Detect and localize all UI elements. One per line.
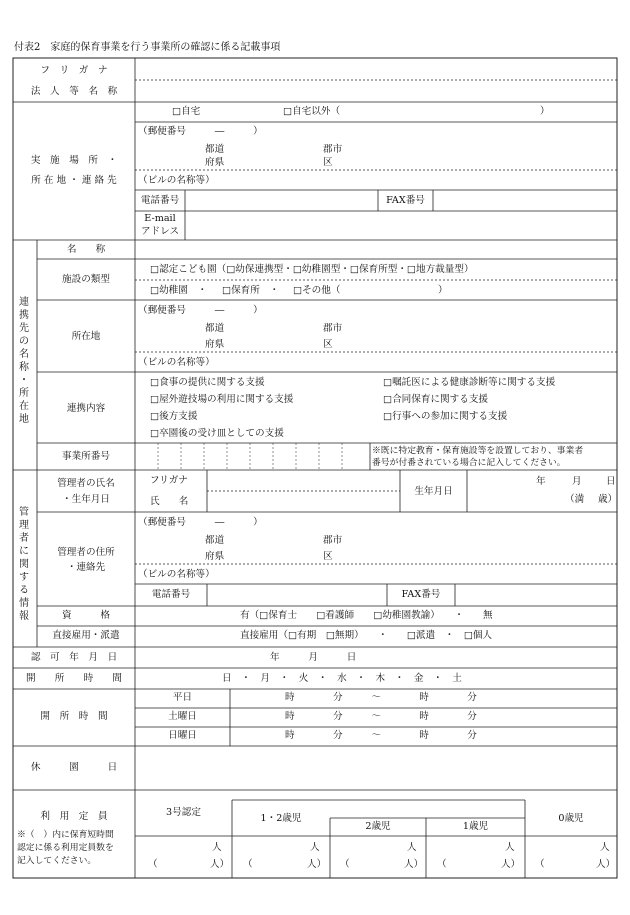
manager-name-label-1: 管理者の氏名: [57, 478, 115, 489]
manager-postal: （郵便番号 ― ）: [138, 517, 263, 528]
impl-ku: 区: [323, 157, 333, 168]
office-no-label: 事業所番号: [62, 451, 110, 462]
office-no-note-1: ※既に特定教育・保育施設等を設置しており、事業者: [372, 446, 584, 456]
manager-addr-label-1: 管理者の住所: [57, 547, 115, 558]
cap-age0-nin: 人: [600, 842, 610, 853]
impl-todo: 都道: [205, 144, 225, 155]
impl-gunshi: 郡市: [323, 144, 343, 155]
kindergarten-checkbox[interactable]: □幼稚園 ・: [150, 285, 208, 296]
hours-saturday-values: 時 分 ～ 時 分: [285, 711, 477, 722]
support-event-checkbox[interactable]: □行事への参加に関する支援: [383, 411, 508, 422]
capacity-note-3: 記入してください。: [17, 856, 97, 866]
impl-email-label-2: アドレス: [140, 226, 180, 237]
qualification-label: 資 格: [62, 610, 110, 621]
cap-age12-paren-close: 人）: [307, 859, 327, 870]
cap-cert3-paren-open: （: [148, 859, 158, 870]
support-graduate-checkbox[interactable]: □卒園後の受け皿としての支援: [150, 428, 284, 439]
age0-label: 0歳児: [558, 813, 584, 824]
support-joint-checkbox[interactable]: □合同保育に関する支援: [383, 394, 489, 405]
manager-addr-label-2: ・連絡先: [66, 562, 106, 573]
cap-age1-paren-close: 人）: [501, 859, 521, 870]
open-days-values[interactable]: 日 ・ 月 ・ 火 ・ 水 ・ 木 ・ 金 ・ 土: [222, 673, 462, 684]
hours-sunday-values: 時 分 ～ 時 分: [285, 730, 477, 741]
manager-name-label-2: ・生年月日: [62, 494, 110, 505]
impl-fuken: 府県: [205, 157, 225, 168]
home-checkbox[interactable]: □自宅: [172, 106, 201, 117]
manager-gunshi: 郡市: [323, 535, 343, 546]
cap-cert3-nin: 人: [212, 842, 222, 853]
partner-building: （ビルの名称等）: [138, 357, 215, 368]
cap-cert3-paren-close: 人）: [210, 859, 230, 870]
cap-age0-paren-close: 人）: [596, 859, 616, 870]
approval-date-values: 年 月 日: [270, 652, 357, 663]
manager-furigana-label: フリガナ: [150, 475, 188, 486]
partner-side-label: 連 携 先 の 名 称 ・ 所 在 地: [19, 297, 29, 425]
impl-email-label-1: E-mail: [144, 213, 176, 224]
impl-fax-label: FAX番号: [386, 195, 425, 206]
open-hours-label: 開 所 時 間: [40, 711, 108, 722]
support-doctor-checkbox[interactable]: □嘱託医による健康診断等に関する支援: [383, 377, 556, 388]
furigana-label: フ リ ガ ナ: [40, 65, 108, 76]
close-paren: ）: [540, 106, 550, 117]
partner-content-label: 連携内容: [66, 403, 106, 414]
impl-phone-label: 電話番号: [140, 195, 180, 206]
form-title: 付表2 家庭的保育事業を行う事業所の確認に係る記載事項: [14, 42, 281, 53]
age-open: （満: [565, 494, 585, 505]
closed-days-label: 休 園 日: [30, 762, 118, 773]
birth-month: 月: [572, 476, 582, 487]
employment-label: 直接雇用・派遣: [52, 630, 120, 641]
qualification-options[interactable]: 有（□保育士 □看護師 □幼稚園教諭） ・ 無: [240, 610, 493, 621]
cap-age2-paren-open: （: [340, 859, 350, 870]
manager-todo: 都道: [205, 535, 225, 546]
approval-date-label: 認 可 年 月 日: [30, 652, 118, 663]
facility-type-line1[interactable]: □認定こども園（□幼保連携型・□幼稚園型・□保育所型・□地方裁量型）: [150, 264, 474, 275]
manager-side-label: 管 理 者 に 関 す る 情 報: [19, 507, 29, 622]
cap-age2-paren-close: 人）: [404, 859, 424, 870]
age12-label: 1・2歳児: [260, 813, 302, 824]
corp-name-input[interactable]: [138, 83, 614, 99]
corp-name-label: 法 人 等 名 称: [30, 86, 118, 97]
birth-year: 年: [536, 476, 546, 487]
partner-todo: 都道: [205, 323, 225, 334]
hours-sunday-label: 日曜日: [168, 730, 197, 741]
cap-age1-paren-open: （: [437, 859, 447, 870]
manager-building: （ビルの名称等）: [138, 569, 215, 580]
other-checkbox[interactable]: □その他（: [293, 285, 341, 296]
furigana-input[interactable]: [138, 62, 614, 78]
manager-phone-label: 電話番号: [151, 589, 191, 600]
support-food-checkbox[interactable]: □食事の提供に関する支援: [150, 377, 265, 388]
hours-saturday-label: 土曜日: [168, 711, 197, 722]
partner-name-label: 名 称: [66, 244, 106, 255]
cap-age2-nin: 人: [407, 842, 417, 853]
support-backup-checkbox[interactable]: □後方支援: [150, 411, 198, 422]
facility-type-label: 施設の類型: [62, 274, 110, 285]
manager-fax-label: FAX番号: [401, 589, 441, 600]
manager-shimei-label: 氏 名: [150, 496, 189, 507]
impl-label-1: 実 施 場 所 ・: [30, 155, 118, 166]
impl-building: （ビルの名称等）: [138, 175, 215, 186]
partner-gunshi: 郡市: [323, 323, 343, 334]
cap-age1-nin: 人: [505, 842, 515, 853]
open-days-label: 開 所 時 間: [26, 673, 122, 684]
cap-age12-paren-open: （: [243, 859, 253, 870]
age1-label: 1歳児: [462, 821, 489, 832]
partner-postal: （郵便番号 ― ）: [138, 305, 263, 316]
cert3-label: 3号認定: [166, 807, 201, 818]
hours-weekday-label: 平日: [172, 692, 193, 703]
cap-age0-paren-open: （: [535, 859, 545, 870]
birth-label: 生年月日: [414, 486, 453, 497]
partner-location-label: 所在地: [71, 331, 101, 342]
nursery-checkbox[interactable]: □保育所 ・: [222, 285, 280, 296]
employment-options[interactable]: 直接雇用（□有期 □無期） ・ □派遣 ・ □個人: [240, 630, 493, 641]
manager-ku: 区: [323, 551, 333, 562]
support-outdoor-checkbox[interactable]: □屋外遊技場の利用に関する支援: [150, 394, 294, 405]
hours-weekday-values: 時 分 ～ 時 分: [285, 692, 477, 703]
other-home-checkbox[interactable]: □自宅以外（: [283, 106, 341, 117]
partner-ku: 区: [323, 339, 333, 350]
cap-age12-nin: 人: [310, 842, 320, 853]
partner-fuken: 府県: [205, 339, 225, 350]
age-close: 歳）: [598, 494, 618, 505]
impl-label-2: 所 在 地 ・ 連 絡 先: [31, 175, 117, 186]
impl-postal: （郵便番号 ― ）: [138, 126, 263, 137]
manager-fuken: 府県: [205, 551, 225, 562]
capacity-note-1: ※（ ）内に保育短時間: [17, 830, 114, 840]
other-close-paren: ）: [438, 285, 448, 296]
capacity-note-2: 認定に係る利用定員数を: [17, 843, 114, 853]
age2-label: 2歳児: [365, 821, 391, 832]
capacity-label: 利 用 定 員: [40, 811, 108, 822]
birth-day: 日: [606, 476, 616, 487]
office-no-note-2: 番号が付番されている場合に記入してください。: [372, 458, 566, 468]
